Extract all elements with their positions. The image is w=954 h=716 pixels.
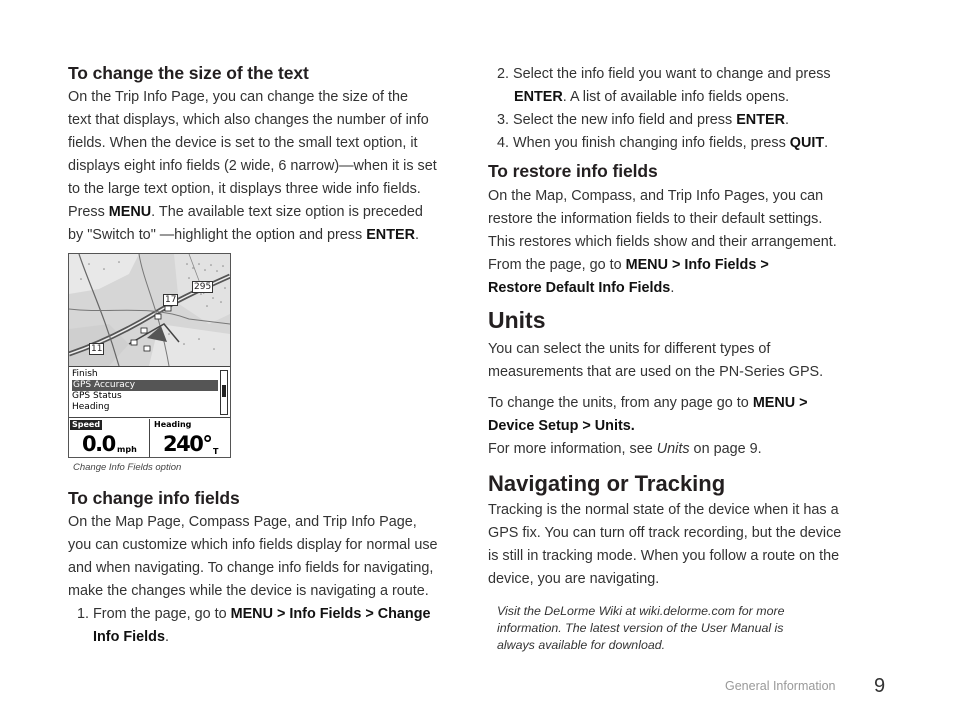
paragraph-line: and when navigating. To change info fields for navigating, [68, 560, 434, 576]
figure-caption: Change Info Fields option [73, 462, 182, 473]
note-line: information. The latest version of the User Manual is [497, 621, 784, 635]
speed-field-label: Speed [72, 420, 101, 429]
paragraph-line: device, you are navigating. [488, 571, 660, 587]
paragraph-line: Press MENU. The available text size option is preceded [68, 204, 423, 220]
note-line: Visit the DeLorme Wiki at wiki.delorme.com for more [497, 604, 785, 618]
paragraph-line: you can customize which info fields display for normal use [68, 537, 438, 553]
paragraph-line: You can select the units for different types of [488, 341, 771, 357]
map-label-17: 17 [165, 295, 177, 305]
heading-change-text-size: To change the size of the text [68, 63, 309, 83]
paragraph-line: restore the information fields to their default settings. [488, 211, 823, 227]
step-4: 4. When you finish changing info fields, press QUIT. [497, 135, 829, 151]
map-view [69, 254, 230, 366]
navigating-paragraph [488, 499, 873, 591]
units-instructions [488, 392, 873, 461]
units-paragraph [488, 338, 873, 384]
page-number: 9 [874, 675, 886, 697]
paragraph-line: This restores which fields show and their arrangement. [488, 234, 837, 250]
step-1-continued: Info Fields. [93, 629, 169, 645]
paragraph-line: measurements that are used on the PN-Series GPS. [488, 364, 824, 380]
paragraph-line: From the page, go to MENU > Info Fields > [488, 257, 769, 273]
step-2: 2. Select the info field you want to change and press [497, 66, 831, 82]
heading-change-info-fields: To change info fields [68, 488, 240, 508]
scrollbar-thumb[interactable] [222, 385, 226, 397]
paragraph-line: fields. When the device is set to the small text option, it [68, 135, 418, 151]
paragraph-line: Device Setup > Units. [488, 418, 635, 434]
paragraph-line: On the Map Page, Compass Page, and Trip Info Page, [68, 514, 417, 530]
speed-unit: mph [117, 445, 137, 454]
heading-value: 240° [163, 432, 212, 456]
step-2-continued: ENTER. A list of available info fields opens. [514, 89, 790, 105]
wiki-note [497, 603, 784, 654]
map-label-11: 11 [91, 344, 103, 354]
paragraph-line: GPS fix. You can turn off track recording, but the device [488, 525, 842, 541]
device-screenshot [68, 253, 231, 458]
paragraph-line: text that displays, which also changes the number of info [68, 112, 429, 128]
step-1: 1. From the page, go to MENU > Info Fields > Change [77, 606, 431, 622]
list-item[interactable]: Finish [72, 369, 98, 379]
steps-list-right [497, 63, 831, 155]
paragraph-line: Restore Default Info Fields. [488, 280, 675, 296]
paragraph-line: On the Trip Info Page, you can change the size of the [68, 89, 408, 105]
paragraph-line: Tracking is the normal state of the device when it has a [488, 502, 839, 518]
paragraph-line: to the large text option, it displays three wide info fields. [68, 181, 421, 197]
restore-paragraph [488, 185, 873, 300]
paragraph-line: make the changes while the device is navigating a route. [68, 583, 429, 599]
step-3: 3. Select the new info field and press ENTER. [497, 112, 789, 128]
map-label-295: 295 [194, 282, 212, 292]
heading-field[interactable] [151, 419, 230, 458]
heading-navigating-or-tracking: Navigating or Tracking [488, 471, 726, 496]
units-cross-reference[interactable]: Units [656, 441, 690, 457]
heading-restore-info-fields: To restore info fields [488, 161, 658, 181]
paragraph-line: is still in tracking mode. When you follow a route on the [488, 548, 840, 564]
heading-field-label: Heading [154, 420, 192, 429]
paragraph-line: by "Switch to" —highlight the option and press ENTER. [68, 227, 419, 243]
list-item[interactable]: GPS Status [72, 391, 122, 401]
list-scrollbar[interactable] [220, 370, 228, 415]
text-size-paragraph [68, 86, 468, 247]
list-item[interactable]: Heading [72, 402, 110, 412]
paragraph-line: On the Map, Compass, and Trip Info Pages, you can [488, 188, 824, 204]
list-item-selected[interactable]: GPS Accuracy [72, 380, 218, 391]
paragraph-line: For more information, see Units on page 9. [488, 441, 762, 457]
info-field-list[interactable] [69, 366, 230, 418]
note-line: always available for download. [497, 638, 666, 652]
speed-value: 0.0 [82, 432, 115, 456]
heading-units: Units [488, 307, 546, 333]
heading-unit: T [213, 447, 219, 456]
steps-list-left [77, 603, 431, 649]
info-fields-paragraph [68, 511, 468, 603]
paragraph-line: displays eight info fields (2 wide, 6 narrow)—when it is set [68, 158, 437, 174]
speed-field[interactable] [69, 419, 150, 458]
info-fields-row [69, 419, 230, 458]
paragraph-line: To change the units, from any page go to MENU > [488, 395, 808, 411]
footer-section-title: General Information [725, 679, 836, 693]
